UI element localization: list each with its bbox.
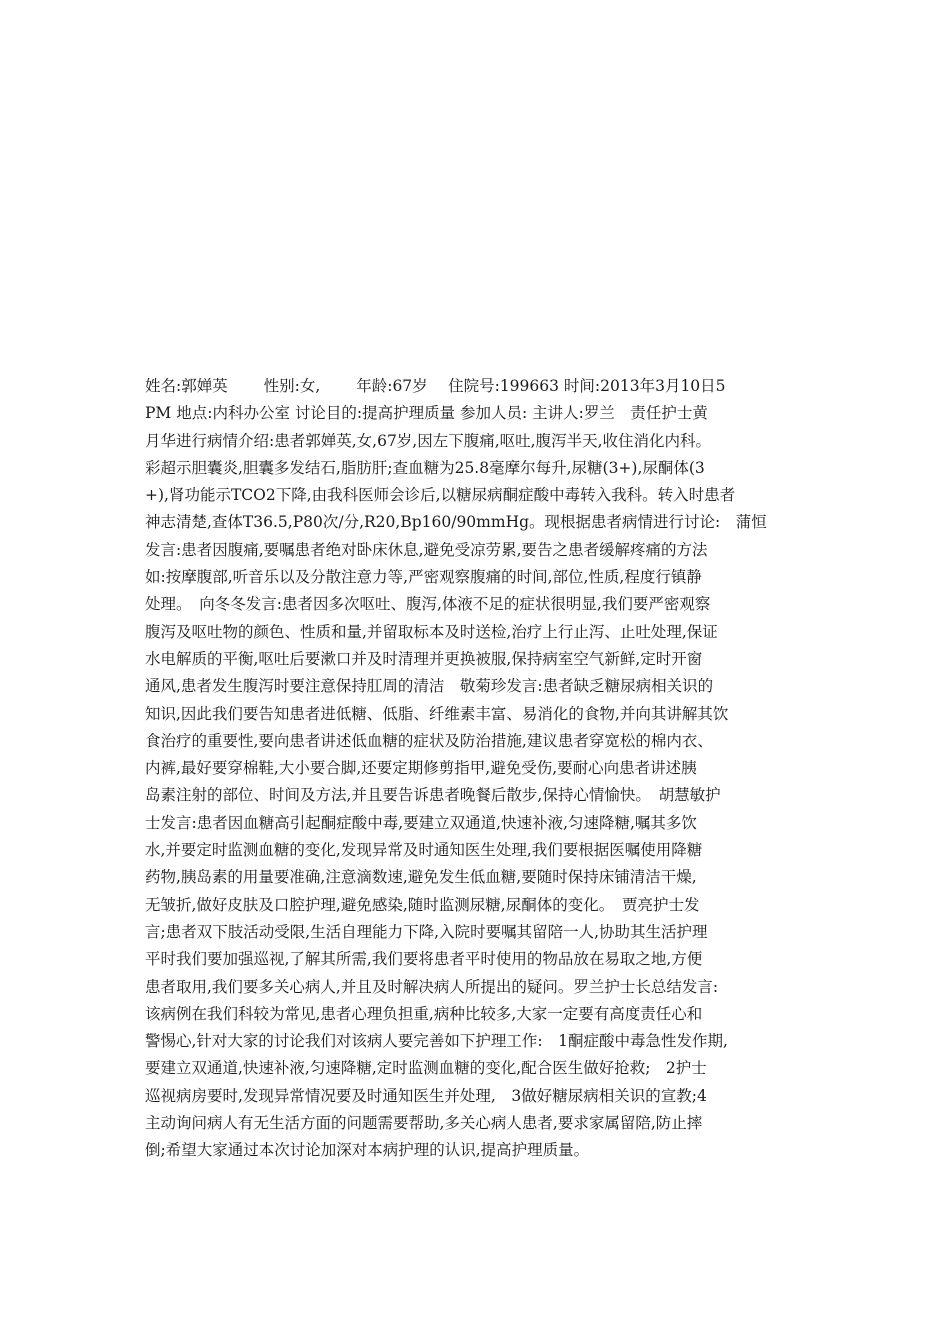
text-line: 月华进行病情介绍:患者郭婵英,女,67岁,因左下腹痛,呕吐,腹泻半天,收住消化内科。 — [145, 431, 712, 450]
text-line: 警惕心,针对大家的讨论我们对该病人要完善如下护理工作: 1酮症酸中毒急性发作期, — [145, 1032, 728, 1051]
text-line: 内裤,最好要穿棉鞋,大小要合脚,还要定期修剪指甲,避免受伤,要耐心向患者讲述胰 — [145, 759, 697, 778]
text-line: 发言:患者因腹痛,要嘱患者绝对卧床休息,避免受凉劳累,要告之患者缓解疼痛的方法 — [145, 540, 708, 559]
text-line: 神志清楚,查体T36.5,P80次/分,R20,Bp160/90mmHg。现根据患者病情进行讨论: 蒲恒 — [145, 513, 767, 532]
text-line: 知识,因此我们要告知患者进低糖、低脂、纤维素丰富、易消化的食物,并向其讲解其饮 — [145, 704, 729, 723]
text-line: 岛素注射的部位、时间及方法,并且要告诉患者晚餐后散步,保持心情愉快。 胡慧敏护 — [145, 786, 721, 805]
text-line: 倒;希望大家通过本次讨论加深对本病护理的认识,提高护理质量。 — [145, 1141, 590, 1160]
text-line: 要建立双通道,快速补液,匀速降糖,定时监测血糖的变化,配合医生做好抢救; 2护士 — [145, 1059, 707, 1078]
text-line: 巡视病房要时,发现异常情况要及时通知医生并处理, 3做好糖尿病相关识的宣教;4 — [145, 1086, 707, 1105]
case-discussion-text — [145, 373, 810, 1165]
text-line: 无皱折,做好皮肤及口腔护理,避免感染,随时监测尿糖,尿酮体的变化。 贾亮护士发 — [145, 895, 700, 914]
text-line: 彩超示胆囊炎,胆囊多发结石,脂肪肝;查血糖为25.8毫摩尔每升,尿糖(3+),尿酮体(3 — [145, 458, 705, 477]
text-line: 水电解质的平衡,呕吐后要漱口并及时清理并更换被服,保持病室空气新鲜,定时开窗 — [145, 649, 703, 668]
text-line: +),肾功能示TCO2下降,由我科医师会诊后,以糖尿病酮症酸中毒转入我科。转入时患者 — [145, 486, 736, 505]
text-line: 腹泻及呕吐物的颜色、性质和量,并留取标本及时送检,治疗上行止泻、止吐处理,保证 — [145, 622, 718, 641]
text-line: 水,并要定时监测血糖的变化,发现异常及时通知医生处理,我们要根据医嘱使用降糖 — [145, 841, 703, 860]
text-line: 姓名:郭婵英 性别:女, 年龄:67岁 住院号:199663 时间:2013年3月10日5 — [145, 377, 726, 395]
text-line: 言;患者双下肢活动受限,生活自理能力下降,入院时要嘱其留陪一人,协助其生活护理 — [145, 922, 708, 941]
text-line: 主动询问病人有无生活方面的问题需要帮助,多关心病人患者,要求家属留陪,防止摔 — [145, 1114, 703, 1133]
text-line: 处理。 向冬冬发言:患者因多次呕吐、腹泻,体液不足的症状很明显,我们要严密观察 — [145, 595, 711, 614]
text-line: 药物,胰岛素的用量要准确,注意滴数速,避免发生低血糖,要随时保持床铺清洁干燥, — [145, 868, 697, 887]
text-line: 该病例在我们科较为常见,患者心理负担重,病种比较多,大家一定要有高度责任心和 — [145, 1004, 703, 1023]
text-line: 如:按摩腹部,听音乐以及分散注意力等,严密观察腹痛的时间,部位,性质,程度行镇静 — [145, 568, 702, 587]
text-line: 食治疗的重要性,要向患者讲述低血糖的症状及防治措施,建议患者穿宽松的棉内衣、 — [145, 731, 713, 750]
text-line: 通风,患者发生腹泻时要注意保持肛周的清洁 敬菊珍发言:患者缺乏糖尿病相关识的 — [145, 677, 714, 696]
text-line: 平时我们要加强巡视,了解其所需,我们要将患者平时使用的物品放在易取之地,方便 — [145, 950, 703, 969]
text-line: 士发言:患者因血糖高引起酮症酸中毒,要建立双通道,快速补液,匀速降糖,嘱其多饮 — [145, 813, 697, 832]
text-line: PM 地点:内科办公室 讨论目的:提高护理质量 参加人员: 主讲人:罗兰 责任护士黄 — [145, 404, 708, 423]
text-line: 患者取用,我们要多关心病人,并且及时解决病人所提出的疑问。罗兰护士长总结发言: — [145, 977, 719, 996]
